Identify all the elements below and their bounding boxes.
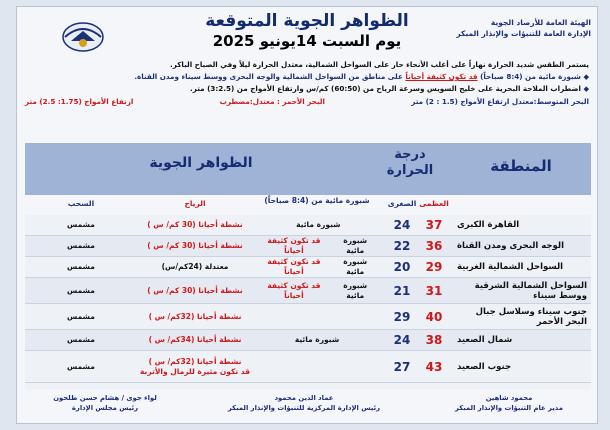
signature-right: محمود شاهين مدير عام التنبؤات والإنذار المبكر xyxy=(455,394,563,412)
table-row: شمال الصعيد 38 24 شبورة مائية نشطة أحيانا (34كم/ س ) مشمس xyxy=(25,330,591,351)
sea-state xyxy=(25,97,589,106)
note-marine: ◆ اضطراب الملاحة البحرية على خليج السويس وسرعة الرياح من (60:50) كم/س وارتفاع الأمواج من (3:2.5) متر. xyxy=(190,84,589,93)
table-row: السواحل الشمالية الغربية 29 20 شبورة مائية قد تكون كثيفة أحياناً معتدلة (24كم/س) مشمس xyxy=(25,257,591,278)
note-fog: ◆ شبورة مائية من (8:4 صباحاً) قد تكون كثيفة أحياناً على مناطق من السواحل الشمالية والوجه البحرى ووسط سيناء ومدن القناة. xyxy=(134,72,589,81)
table-header xyxy=(25,143,591,195)
region-header: المنطقة xyxy=(490,157,552,175)
forecast-table xyxy=(25,143,591,389)
note-general: يستمر الطقس شديد الحرارة نهاراً على أغلب الأنحاء حار على السواحل الشمالية، معتدل الحرارة ليلاً وفي الصباح الباكر. xyxy=(170,60,589,69)
organization-name: الهيئة العامة للأرصاد الجوية الإدارة العامة للتنبؤات والإنذار المبكر xyxy=(456,18,591,38)
signatures xyxy=(25,393,589,423)
signature-left: لواء جوى / هشام حسن طلحون رئيس مجلس الإدارة xyxy=(53,394,157,412)
table-row: القاهرة الكبرى 37 24 شبورة مائية نشطة أحيانا (30 كم/ س ) مشمس xyxy=(25,215,591,236)
sea-mediterranean: البحر المتوسط:معتدل ارتفاع الأمواج (1.5 : 2) متر xyxy=(411,97,589,106)
signature-center: عماد الدين محمود رئيس الإدارة المركزية للتنبؤات والإنذار المبكر xyxy=(227,394,381,412)
table-row: السواحل الشمالية الشرقية ووسط سيناء 31 21 شبورة مائية قد تكون كثيفة أحياناً نشطة أحيانا (30 كم/ س ) مشمس xyxy=(25,278,591,304)
table-row: جنوب الصعيد 43 27 نشطة أحيانا (32كم/ س ) قد تكون مثيرة للرمال والأتربة مشمس xyxy=(25,351,591,383)
table-row: الوجه البحرى ومدن القناة 36 22 شبورة مائية قد تكون كثيفة أحياناً نشطة أحيانا (30 كم/ س ) مشمس xyxy=(25,236,591,257)
phenomena-header: الظواهر الجوية xyxy=(149,155,253,171)
sea-red: البحر الأحمر : معتدل:مضطرب xyxy=(219,97,325,106)
wind-label: الرياح xyxy=(184,199,206,208)
fog-label: شبورة مائية من (8:4 صباحاً) xyxy=(264,196,370,205)
cloud-label: السحب xyxy=(67,199,95,208)
table-subheader xyxy=(25,195,591,215)
forecast-date: يوم السبت 14يونيو 2025 xyxy=(212,32,402,50)
meteorology-logo-icon xyxy=(57,17,109,57)
temperature-header: درجة الحرارة xyxy=(386,147,434,178)
page-title: الظواهر الجوية المتوقعة xyxy=(205,11,409,31)
sea-red-waves: ارتفاع الأمواج (1.75: 2.5) متر xyxy=(25,97,134,106)
forecast-sheet xyxy=(16,6,598,424)
forecast-notes xyxy=(25,59,589,106)
min-label: الصغرى xyxy=(387,199,417,208)
table-row: جنوب سيناء وسلاسل جبال البحر الأحمر 40 29 نشطة أحيانا (32كم/ س ) مشمس xyxy=(25,304,591,330)
max-label: العظمى xyxy=(419,199,449,208)
